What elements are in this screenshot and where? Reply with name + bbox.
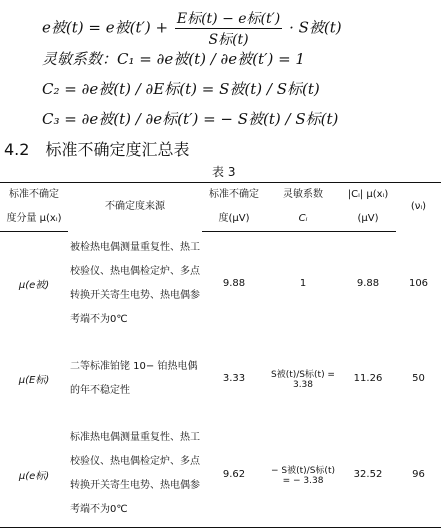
cell-component: μ(e标) (0, 422, 68, 528)
equation-1-tail: · S被(t) (289, 18, 342, 37)
cell-dof: 106 (408, 278, 429, 289)
table-row (0, 232, 441, 336)
cell-source: 被检热电偶测量重复性、热工校验仪、热电偶检定炉、多点转换开关寄生电势、热电偶参考端不为0℃ (70, 241, 200, 325)
cell-std-unc: 9.62 (202, 422, 266, 528)
header-source: 不确定度来源 (68, 183, 202, 232)
header-component-unit: 度分量 μ(xᵢ) (0, 207, 68, 232)
equation-3: C₂ = ∂e被(t) / ∂E标(t) = S被(t) / S标(t) (42, 80, 320, 98)
header-contribution-line1: |Cᵢ| μ(xᵢ) (347, 189, 389, 200)
header-sensitivity-symbol: Cᵢ (266, 207, 340, 232)
cell-std-unc: 3.33 (222, 373, 246, 384)
header-std-unc-line1: 标准不确定 (209, 189, 259, 200)
header-dof: (νᵢ) (396, 183, 441, 232)
uncertainty-summary-table (0, 182, 441, 528)
cell-dof: 96 (396, 422, 441, 528)
cell-contribution: 11.26 (353, 373, 383, 384)
equation-1-numerator: E标(t) − e标(t′) (175, 8, 282, 29)
cell-contribution: 32.52 (340, 422, 396, 528)
cell-sensitivity: 1 (299, 278, 307, 290)
table-header-row-2 (0, 207, 441, 232)
equation-1 (42, 8, 342, 49)
cell-component: μ(e被) (18, 280, 50, 292)
table-caption: 表 3 (212, 165, 236, 179)
header-component-line1: 标准不确定 (9, 189, 59, 200)
cell-sensitivity: S被(t)/S标(t) = 3.38 (271, 370, 335, 390)
header-contribution (340, 183, 396, 208)
header-std-unc-unit: 度(μV) (202, 207, 266, 232)
cell-sensitivity: − S被(t)/S标(t) = − 3.38 (266, 422, 340, 528)
table-row (0, 336, 441, 422)
table-row (0, 422, 441, 528)
section-heading: 4.2 标准不确定度汇总表 (4, 140, 190, 159)
cell-dof: 50 (412, 373, 425, 384)
header-component (0, 183, 68, 208)
cell-source: 二等标准铂铑 10− 铂热电偶的年不稳定性 (70, 360, 198, 396)
header-contribution-unit: (μV) (340, 207, 396, 232)
cell-source: 标准热电偶测量重复性、热工校验仪、热电偶检定炉、多点转换开关寄生电势、热电偶参考端不为0℃ (68, 422, 202, 528)
header-std-unc (202, 183, 266, 208)
header-sensitivity-line1: 灵敏系数 (283, 189, 323, 200)
equation-1-fraction (175, 8, 282, 49)
table-header-row (0, 183, 441, 208)
equation-1-denominator: S标(t) (208, 32, 249, 48)
cell-component: μ(E标) (18, 375, 50, 386)
cell-std-unc: 9.88 (222, 278, 246, 290)
header-sensitivity (266, 183, 340, 208)
cell-contribution: 9.88 (356, 278, 380, 290)
equation-2: 灵敏系数：C₁ = ∂e被(t) / ∂e被(t′) = 1 (42, 50, 305, 68)
equation-4: C₃ = ∂e被(t) / ∂e标(t′) = − S被(t) / S标(t) (42, 110, 339, 128)
equation-1-lhs: e被(t) = e被(t′) + (42, 18, 169, 37)
